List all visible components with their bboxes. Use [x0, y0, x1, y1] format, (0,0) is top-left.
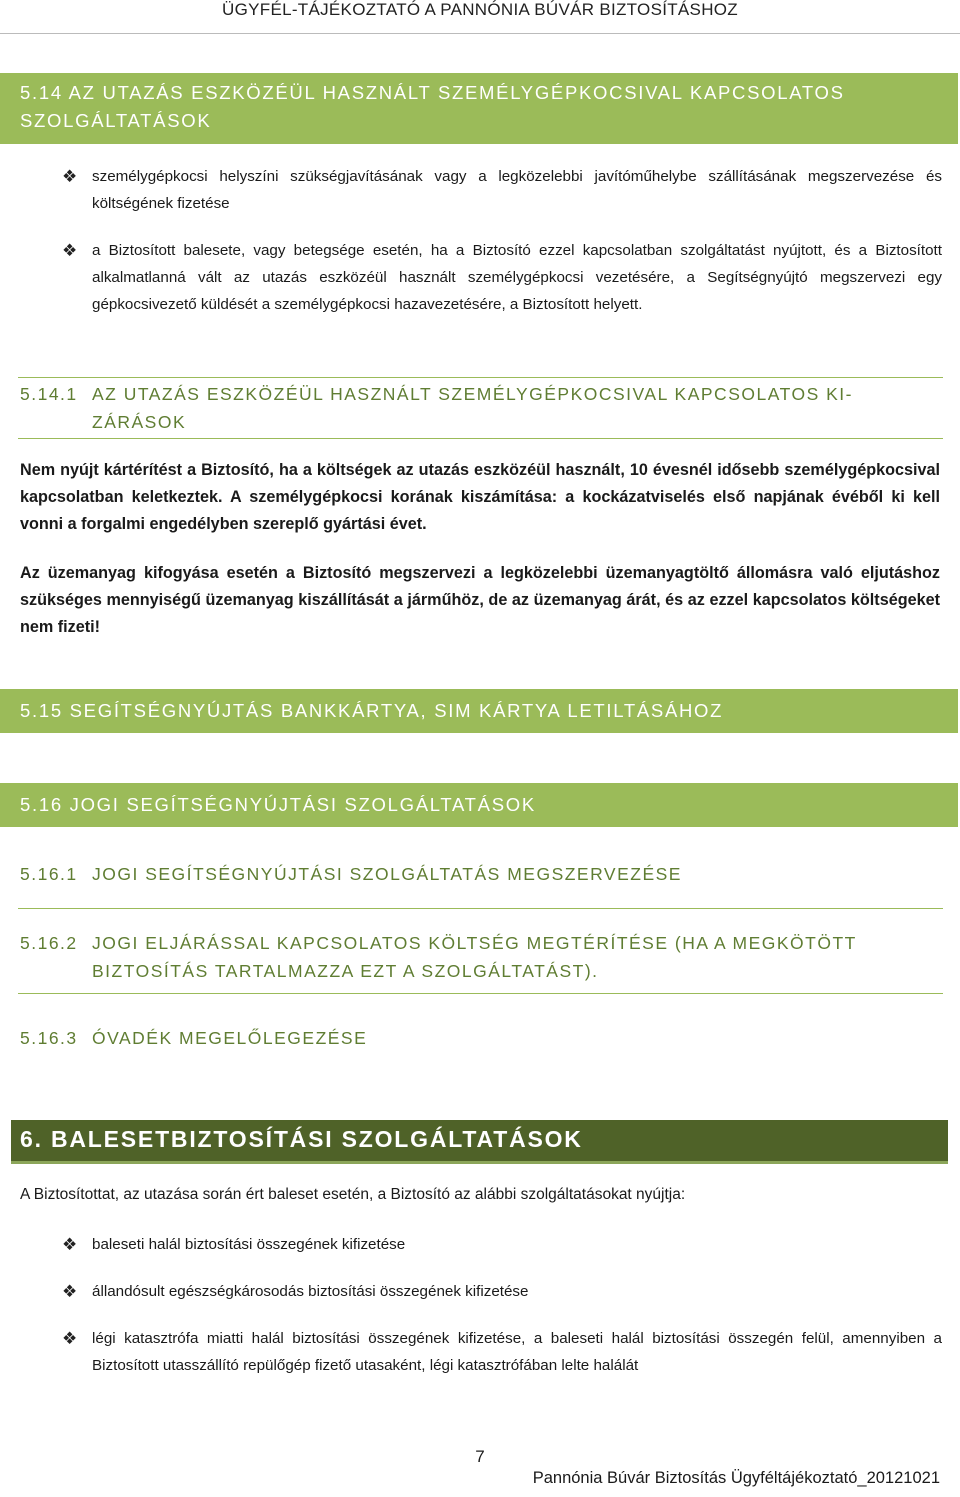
section-5-14-bullet-list-2 [62, 237, 942, 318]
list-item [62, 237, 942, 318]
list-item [62, 1231, 942, 1258]
bullet-text: légi katasztrófa miatti halál biztosítási összegének kifizetése, a baleseti halál biztosítási összegén felül, amennyiben a Biztosított utasszállító repülőgép fizető utasaként, légi katasztrófában lelte halálát [92, 1330, 942, 1374]
heading-line1: JOGI ELJÁRÁSSAL KAPCSOLATOS KÖLTSÉG MEGTÉRÍTÉSE (HA A MEGKÖTÖTT [92, 933, 857, 953]
section-5-15-heading: 5.15 SEGÍTSÉGNYÚJTÁS BANKKÁRTYA, SIM KÁRTYA LETILTÁSÁHOZ [0, 689, 958, 733]
section-divider [18, 908, 943, 909]
section-5-16-heading: 5.16 JOGI SEGÍTSÉGNYÚJTÁSI SZOLGÁLTATÁSOK [0, 783, 958, 827]
exclusion-paragraph-1: Nem nyújt kártérítést a Biztosító, ha a költségek az utazás eszközéül használt, 10 évesnél idősebb személygépkocsival kapcsolatban keletkeztek. A személygépkocsi korának kiszámítása: a kockázatviselés első napjának évéből ki kell vonni a forgalmi engedélyben szereplő gyártási évet. [20, 461, 940, 533]
section-divider [18, 993, 943, 994]
section-divider [18, 438, 943, 439]
section-6-bullet-list-2 [62, 1278, 942, 1305]
section-5-14-heading-line1: 5.14 AZ UTAZÁS ESZKÖZÉÜL HASZNÁLT SZEMÉLYGÉPKOCSIVAL KAPCSOLATOS [20, 82, 845, 103]
page-number: 7 [475, 1447, 485, 1466]
heading-text: JOGI SEGÍTSÉGNYÚJTÁSI SZOLGÁLTATÁS MEGSZERVEZÉSE [92, 864, 682, 884]
list-item [62, 1278, 942, 1305]
bullet-text: személygépkocsi helyszíni szükségjavításának vagy a legközelebbi javítóműhelybe szállításának megszervezése és költségének fizetése [92, 168, 942, 212]
heading-number: 5.14.1 [20, 384, 78, 404]
diamond-bullet-icon: ❖ [62, 1282, 78, 1301]
diamond-bullet-icon: ❖ [62, 167, 78, 186]
bullet-text: állandósult egészségkárosodás biztosítási összegének kifizetése [92, 1283, 529, 1300]
section-6-bullet-list [62, 1231, 942, 1258]
list-item [62, 1325, 942, 1379]
bullet-text: a Biztosított balesete, vagy betegsége esetén, ha a Biztosító ezzel kapcsolatban szolgáltatást nyújtott, és a Biztosított alkalmatlanná vált az utazás eszközéül használt személygépkocsi vezetésére, a Segítségnyújtó megszervezi egy gépkocsivezető küldését a személygépkocsi hazavezetésére, a Biztosított helyett. [92, 242, 942, 313]
section-5-14-1-heading [20, 380, 940, 436]
section-5-16-2-heading [20, 929, 940, 985]
section-5-14-heading [0, 73, 958, 144]
section-divider [18, 377, 943, 378]
section-5-16-1-heading [20, 860, 940, 888]
section-6-intro: A Biztosítottat, az utazása során ért baleset esetén, a Biztosító az alábbi szolgáltatásokat nyújtja: [20, 1186, 686, 1203]
bullet-text: baleseti halál biztosítási összegének kifizetése [92, 1236, 406, 1253]
section-6-heading: 6. BALESETBIZTOSÍTÁSI SZOLGÁLTATÁSOK [11, 1120, 948, 1164]
diamond-bullet-icon: ❖ [62, 1235, 78, 1254]
section-5-14-bullet-list [62, 163, 942, 217]
heading-line2: ZÁRÁSOK [92, 412, 187, 432]
page-header: ÜGYFÉL-TÁJÉKOZTATÓ A PANNÓNIA BÚVÁR BIZTOSÍTÁSHOZ [222, 0, 738, 19]
section-6-bullet-list-3 [62, 1325, 942, 1379]
header-divider [0, 33, 960, 34]
heading-line1: AZ UTAZÁS ESZKÖZÉÜL HASZNÁLT SZEMÉLYGÉPKOCSIVAL KAPCSOLATOS KI- [92, 384, 853, 404]
diamond-bullet-icon: ❖ [62, 1329, 78, 1348]
list-item [62, 163, 942, 217]
heading-line2: BIZTOSÍTÁS TARTALMAZZA EZT A SZOLGÁLTATÁST). [92, 961, 599, 981]
heading-number: 5.16.1 [20, 864, 78, 884]
section-5-14-heading-line2: SZOLGÁLTATÁSOK [20, 110, 212, 131]
heading-text: ÓVADÉK MEGELŐLEGEZÉSE [92, 1028, 368, 1048]
footer-text: Pannónia Búvár Biztosítás Ügyféltájékoztató_20121021 [532, 1469, 940, 1487]
exclusion-paragraph-2: Az üzemanyag kifogyása esetén a Biztosító megszervezi a legközelebbi üzemanyagtöltő állomásra való eljutáshoz szükséges mennyiségű üzemanyag kiszállítását a járműhöz, de az üzemanyag árát, és az ezzel kapcsolatos költségeket nem fizeti! [20, 564, 940, 636]
diamond-bullet-icon: ❖ [62, 241, 78, 260]
heading-number: 5.16.3 [20, 1028, 78, 1048]
heading-number: 5.16.2 [20, 933, 78, 953]
section-5-16-3-heading [20, 1024, 940, 1052]
